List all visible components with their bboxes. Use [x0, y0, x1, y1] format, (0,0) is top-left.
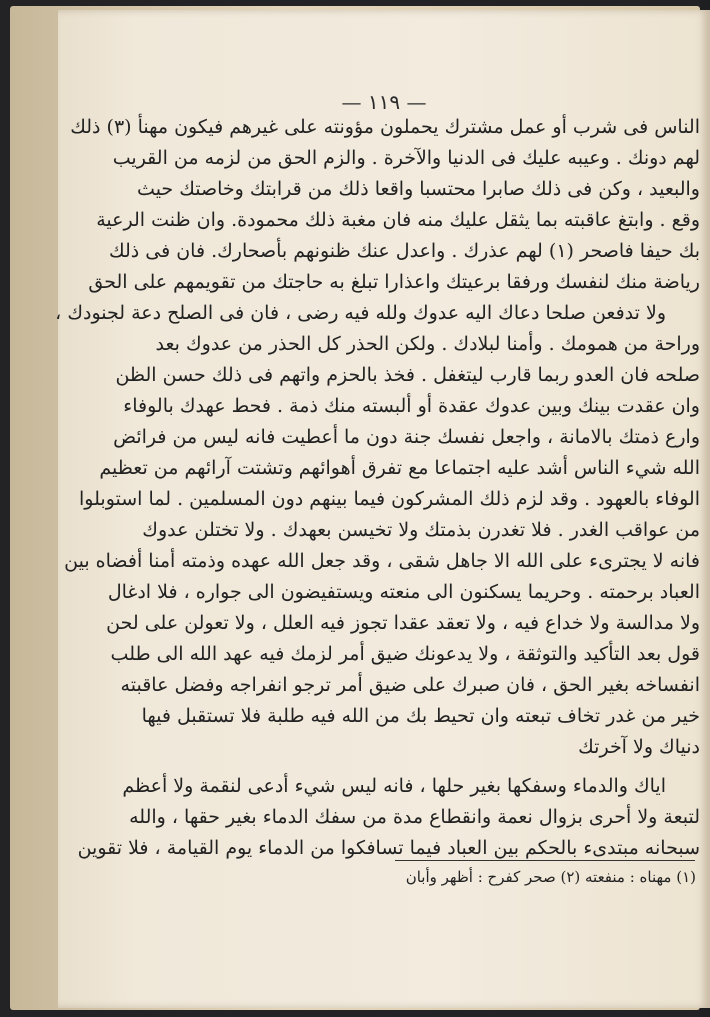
footnote-divider [395, 860, 695, 861]
text-line: رياضة منك لنفسك ورفقا برعيتك واعذارا تبلغ به حاجتك من تقويمهم على الحق [88, 271, 700, 293]
body-text [55, 112, 700, 864]
text-line: بك حيفا فاصحر (١) لهم عذرك . واعدل عنك ظنونهم بأصحارك. فان فى ذلك [108, 240, 700, 262]
page-number: — ١١٩ — [341, 90, 427, 114]
footnote: (١) مهناه : منفعته (٢) صحر كفرح : أظهر وأبان [405, 868, 696, 886]
text-line: وان عقدت بينك وبين عدوك عقدة أو ألبسته منك ذمة . فحط عهدك بالوفاء [123, 395, 700, 417]
paragraph-gap [160, 763, 700, 771]
text-line: انفساخه بغير الحق ، فان صبرك على ضيق أمر ترجو انفراجه وفضل عاقبته [120, 674, 700, 696]
text-line: الوفاء بالعهود . وقد لزم ذلك المشركون فيما بينهم دون المسلمين . لما استوبلوا [79, 488, 700, 510]
text-line: اياك والدماء وسفكها بغير حلها ، فانه ليس شيء أدعى لنقمة ولا أعظم [122, 775, 666, 797]
text-line: ولا مدالسة ولا خداع فيه ، ولا تعقد عقدا تجوز فيه العلل ، ولا تعولن على لحن [106, 612, 700, 634]
text-line: وراحة من همومك . وأمنا لبلادك . ولكن الحذر كل الحذر من عدوك بعد [155, 333, 700, 355]
text-line: الله شيء الناس أشد عليه اجتماعا مع تفرق أهوائهم وتشتت آرائهم من تعظيم [99, 457, 700, 479]
text-line: قول بعد التأكيد والتوثقة ، ولا يدعونك ضيق أمر لزمك فيه عهد الله الى طلب [110, 643, 700, 665]
text-line: الناس فى شرب أو عمل مشترك يحملون مؤونته على غيرهم فيكون مهنأ (٣) ذلك [70, 116, 700, 138]
text-line: دنياك ولا آخرتك [578, 736, 700, 758]
text-line: من عواقب الغدر . فلا تغدرن بذمتك ولا تخيسن بعهدك . ولا تختلن عدوك [142, 519, 700, 541]
text-line: لتبعة ولا أحرى بزوال نعمة وانقطاع مدة من سفك الدماء بغير حقها ، والله [129, 806, 700, 828]
text-line: والبعيد ، وكن فى ذلك صابرا محتسبا واقعا ذلك من قرابتك وخاصتك حيث [137, 178, 700, 200]
text-line: فانه لا يجترىء على الله الا جاهل شقى ، وقد جعل الله عهده وذمته أمنا أفضاه بين [64, 550, 700, 572]
text-line: وقع . وابتغ عاقبته بما يثقل عليك منه فان مغبة ذلك محمودة. وان ظنت الرعية [96, 209, 700, 231]
text-line: صلحه فان العدو ربما قارب ليتغفل . فخذ بالحزم واتهم فى ذلك حسن الظن [115, 364, 700, 386]
text-line: سبحانه مبتدىء بالحكم بين العباد فيما تسافكوا من الدماء يوم القيامة ، فلا تقوين [77, 837, 700, 859]
text-line: العباد برحمته . وحريما يسكنون الى منعته ويستفيضون الى جواره ، فلا ادغال [107, 581, 700, 603]
text-line: لهم دونك . وعيبه عليك فى الدنيا والآخرة . والزم الحق من لزمه من القريب [112, 147, 700, 169]
text-line: خير من غدر تخاف تبعته وان تحيط بك من الله فيه طلبة فلا تستقبل فيها [141, 705, 700, 727]
text-line: وارع ذمتك بالامانة ، واجعل نفسك جنة دون ما أعطيت فانه ليس من فرائض [113, 426, 700, 448]
text-line: ولا تدفعن صلحا دعاك اليه عدوك ولله فيه رضى ، فان فى الصلح دعة لجنودك ، [55, 302, 666, 324]
